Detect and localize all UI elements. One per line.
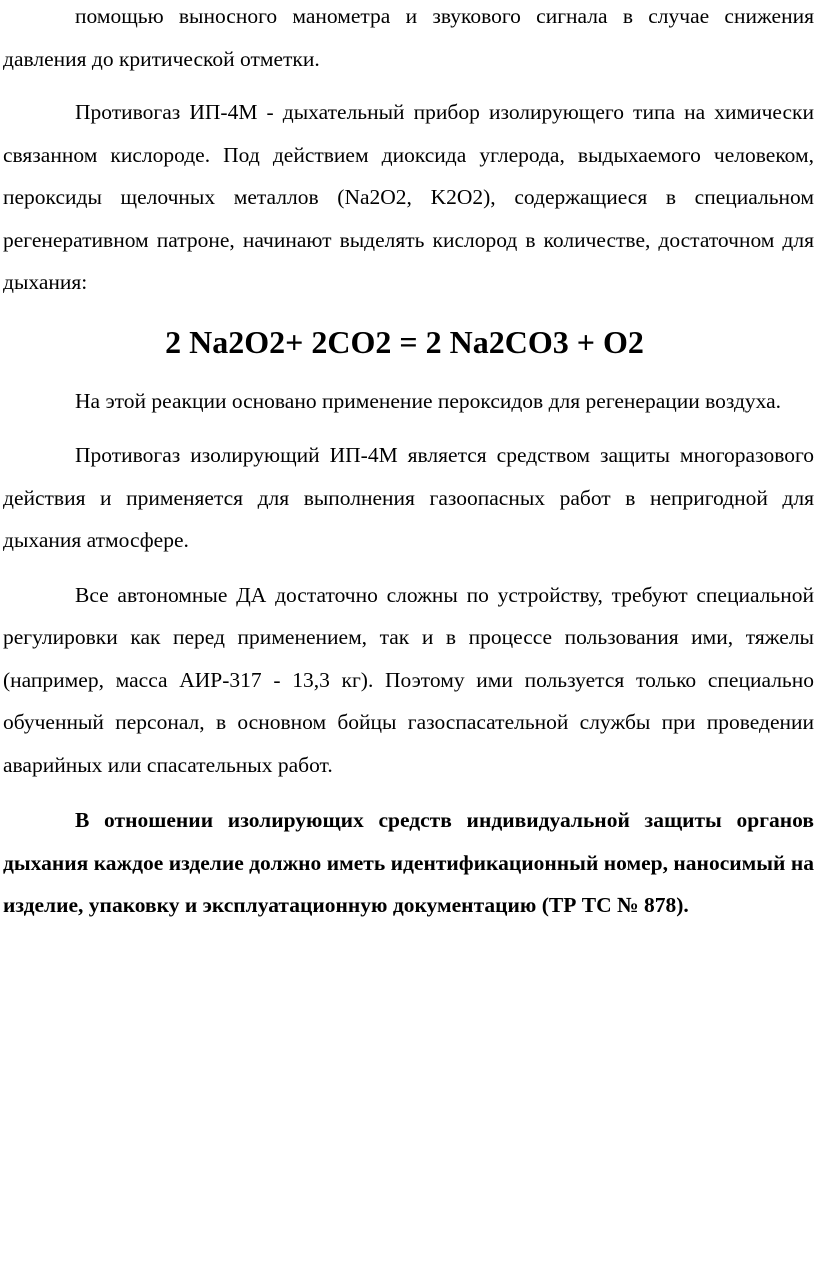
paragraph-autonomous-devices: Все автономные ДА достаточно сложны по устройству, требуют специальной регулировки как перед применением, так и в процессе пользования ими, тяжелы (например, масса АИР-317 - 13,3 кг). Поэтому ими пользуется только специально обученный персонал, в основном бойцы газоспасательной службы при проведении аварийных или спасательных работ. [3,582,814,777]
paragraph-ip4m-description: Противогаз ИП-4М - дыхательный прибор изолирующего типа на химически связанном кислороде. Под действием диоксида углерода, выдыхаемого человеком, пероксиды щелочных металлов (Na2O2, K2O2), содержащиеся в специальном регенеративном патроне, начинают выделять кислород в количестве, достаточном для дыхания: [3,100,814,294]
paragraph-regeneration: На этой реакции основано применение пероксидов для регенерации воздуха. [75,388,782,413]
paragraph-ip4m-usage: Противогаз изолирующий ИП-4М является средством защиты многоразового действия и применяется для выполнения газоопасных работ в непригодной для дыхания атмосфере. [3,443,814,552]
chemical-equation: 2 Na2O2+ 2CO2 = 2 Na2CO3 + O2 [165,323,644,360]
paragraph-manometer-continuation: помощью выносного манометра и звукового сигнала в случае снижения давления до критической отметки. [3,4,814,71]
paragraph-identification-requirement: В отношении изолирующих средств индивидуальной защиты органов дыхания каждое изделие должно иметь идентификационный номер, наносимый на изделие, упаковку и эксплуатационную документацию (ТР ТС № 878). [3,808,814,917]
